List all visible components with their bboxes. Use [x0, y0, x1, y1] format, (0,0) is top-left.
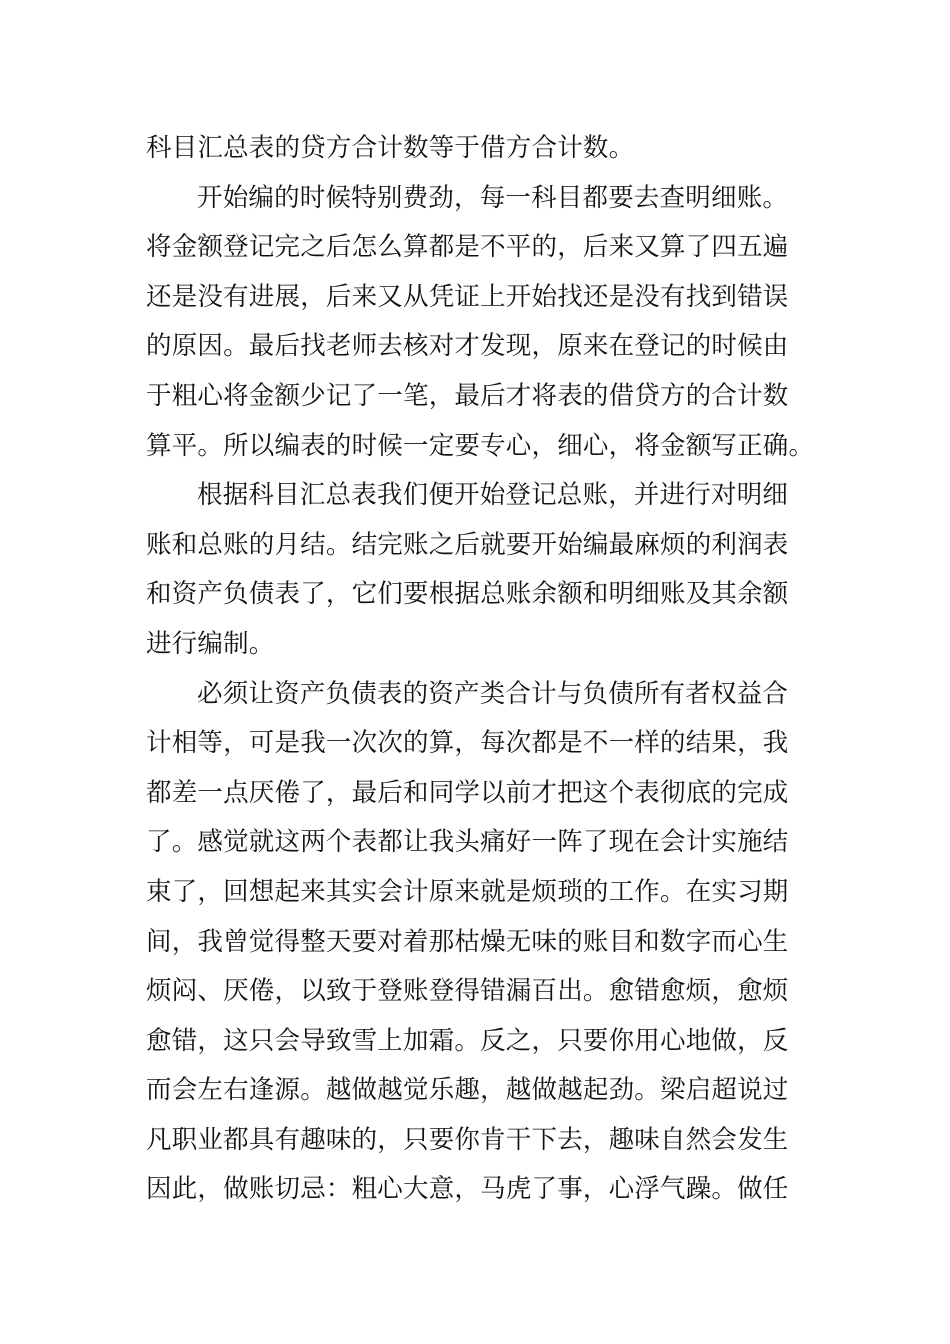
body-text: [146, 124, 815, 1215]
text-line: 于粗心将金额少记了一笔，最后才将表的借贷方的合计数: [146, 380, 789, 411]
text-line: 算平。所以编表的时候一定要专心，细心，将金额写正确。: [146, 430, 815, 461]
text-line: 烦闷、厌倦，以致于登账登得错漏百出。愈错愈烦，愈烦: [146, 976, 789, 1007]
paragraph-first-line: 开始编的时候特别费劲，每一科目都要去查明细账。: [197, 182, 789, 213]
text-line: 进行编制。: [146, 628, 275, 659]
text-line: 的原因。最后找老师去核对才发现，原来在登记的时候由: [146, 331, 789, 362]
text-line: 和资产负债表了，它们要根据总账余额和明细账及其余额: [146, 579, 789, 610]
text-line: 计相等，可是我一次次的算，每次都是不一样的结果，我: [146, 728, 789, 759]
text-line: 还是没有进展，后来又从凭证上开始找还是没有找到错误: [146, 281, 789, 312]
paragraph-first-line: 根据科目汇总表我们便开始登记总账，并进行对明细: [197, 480, 789, 511]
text-line: 间，我曾觉得整天要对着那枯燥无味的账目和数字而心生: [146, 926, 789, 957]
text-line: 束了，回想起来其实会计原来就是烦琐的工作。在实习期: [146, 876, 789, 907]
text-line: 凡职业都具有趣味的，只要你肯干下去，趣味自然会发生: [146, 1124, 789, 1155]
text-line: 都差一点厌倦了，最后和同学以前才把这个表彻底的完成: [146, 777, 789, 808]
text-line: 而会左右逢源。越做越觉乐趣，越做越起劲。梁启超说过: [146, 1075, 789, 1106]
text-line: 将金额登记完之后怎么算都是不平的，后来又算了四五遍: [146, 232, 789, 263]
text-line: 科目汇总表的贷方合计数等于借方合计数。: [146, 133, 635, 163]
text-line: 愈错，这只会导致雪上加霜。反之，只要你用心地做，反: [146, 1025, 789, 1056]
text-line: 了。感觉就这两个表都让我头痛好一阵了现在会计实施结: [146, 827, 789, 858]
paragraph-first-line: 必须让资产负债表的资产类合计与负债所有者权益合: [197, 678, 789, 709]
text-line: 账和总账的月结。结完账之后就要开始编最麻烦的利润表: [146, 529, 789, 560]
text-line: 因此，做账切忌：粗心大意，马虎了事，心浮气躁。做任: [146, 1174, 789, 1205]
